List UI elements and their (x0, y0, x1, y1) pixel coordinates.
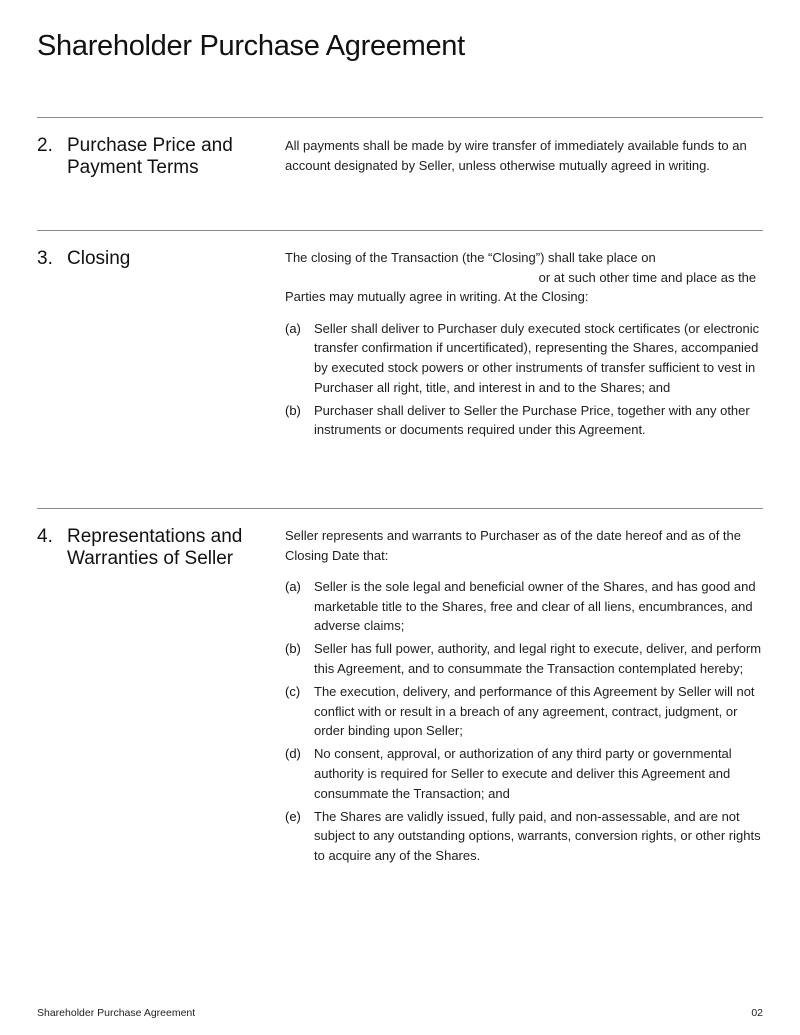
section-heading (37, 248, 257, 270)
closing-intro-start: The closing of the Transaction (the “Closing”) shall take place on (285, 250, 656, 265)
section-number: 3. (37, 248, 53, 269)
closing-intro-end: or at such other time and place as the Parties may mutually agree in writing. At the Closing: (285, 269, 757, 305)
clause-item (285, 319, 765, 397)
section-title: Representations and Warranties of Seller (67, 526, 243, 569)
section-paragraph: Seller represents and warrants to Purchaser as of the date hereof and as of the Closing Date that: (285, 528, 741, 563)
section-title: Closing (67, 248, 131, 269)
page-number: 02 (751, 1007, 763, 1019)
section-body (285, 136, 765, 175)
section-paragraph (285, 248, 765, 307)
clause-text: No consent, approval, or authorization of any third party or governmental authority is required for Seller to execute and deliver this Agreement and consummate the Transaction; and (314, 746, 732, 801)
section-closing (37, 230, 763, 438)
section-representations (37, 508, 763, 863)
clause-label: (a) (285, 579, 301, 595)
clause-item (285, 577, 765, 636)
clause-label: (b) (285, 641, 301, 657)
clause-label: (b) (285, 402, 301, 418)
section-number: 2. (37, 135, 53, 156)
section-purchase-price (37, 117, 763, 178)
clause-list (285, 319, 765, 440)
section-body (285, 248, 765, 443)
closing-date-blank (285, 281, 535, 282)
clause-text: Purchaser shall deliver to Seller the Purchase Price, together with any other instruments or documents required under this Agreement. (314, 402, 750, 438)
section-heading (37, 526, 257, 570)
clause-list (285, 577, 765, 865)
clause-label: (a) (285, 320, 301, 336)
section-body (285, 526, 765, 869)
clause-label: (e) (285, 808, 301, 824)
clause-item (285, 401, 765, 440)
section-paragraph: All payments shall be made by wire transfer of immediately available funds to an account designated by Seller, unless otherwise mutually agreed in writing. (285, 138, 747, 173)
footer-document-title: Shareholder Purchase Agreement (37, 1007, 196, 1019)
clause-text: Seller has full power, authority, and legal right to execute, deliver, and perform this Agreement, and to consummate the Transaction contemplated hereby; (314, 641, 762, 677)
clause-item (285, 807, 765, 866)
clause-text: The Shares are validly issued, fully paid, and non-assessable, and are not subject to any outstanding options, warrants, conversion rights, or other rights to acquire any of the Shares. (314, 808, 761, 863)
clause-text: The execution, delivery, and performance of this Agreement by Seller will not conflict with or result in a breach of any agreement, contract, judgment, or order binding upon Seller; (314, 684, 755, 739)
clause-text: Seller shall deliver to Purchaser duly executed stock certificates (or electronic transfer confirmation if uncertificated), representing the Shares, accompanied by executed stock powers or other instruments of transfer sufficient to vest in Purchaser all right, title, and interest in and to the Shares; and (314, 320, 760, 395)
clause-label: (d) (285, 746, 301, 762)
clause-item (285, 744, 765, 803)
document-title: Shareholder Purchase Agreement (37, 30, 465, 62)
section-heading (37, 135, 257, 179)
clause-label: (c) (285, 684, 301, 700)
section-title: Purchase Price and Payment Terms (67, 135, 233, 178)
clause-item (285, 639, 765, 678)
section-number: 4. (37, 526, 53, 547)
clause-text: Seller is the sole legal and beneficial owner of the Shares, and has good and marketable title to the Shares, free and clear of all liens, encumbrances, and adverse claims; (314, 579, 756, 634)
clause-item (285, 682, 765, 741)
